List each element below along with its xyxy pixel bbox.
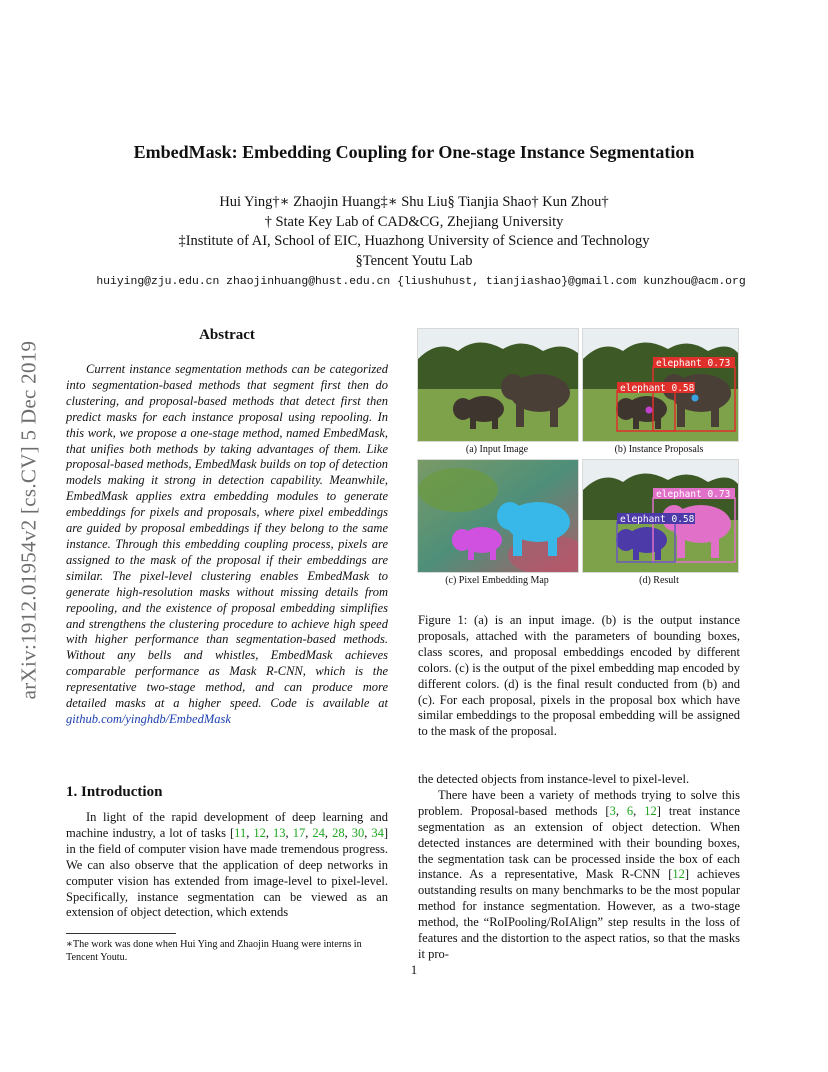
affiliation-2: ‡Institute of AI, School of EIC, Huazhong University of Science and Technology — [178, 233, 650, 249]
page-number: 1 — [410, 963, 418, 977]
abstract-body — [66, 362, 388, 728]
affiliation-3: §Tencent Youtu Lab — [355, 253, 473, 269]
citation[interactable]: 13 — [273, 825, 286, 840]
label-elephant-1: elephant 0.73 — [656, 358, 731, 369]
right-para-0: the detected objects from instance-level to pixel-level. — [418, 772, 690, 786]
footnote-rule — [66, 933, 176, 934]
paper-title: EmbedMask: Embedding Coupling for One-stage Instance Segmentation — [133, 142, 695, 162]
citation[interactable]: 34 — [371, 825, 384, 840]
abstract-heading: Abstract — [199, 327, 255, 343]
citation[interactable]: 3 — [609, 803, 616, 818]
citation[interactable]: 12 — [672, 867, 685, 882]
footnote: ∗The work was done when Hui Ying and Zhaojin Huang were interns in Tencent Youtu. — [66, 939, 362, 963]
figure-panel-result — [582, 459, 739, 573]
label-elephant-1: elephant 0.73 — [656, 489, 731, 500]
right-text-a: There have been a variety of methods trying to solve this problem. Proposal-based methods [ — [418, 787, 740, 818]
affiliation-1: † State Key Lab of CAD&CG, Zhejiang University — [264, 214, 564, 230]
citation[interactable]: 28 — [332, 825, 345, 840]
figure-panel-proposals — [582, 328, 739, 442]
right-text-c: ] achieves outstanding results on many benchmarks to be the most popular method for instance segmentation. However, as a two-stage method, the “RoIPooling/RoIAlign” step results in the loss of features and the distortion to the aspect ratios, so that the masks it pro- — [418, 867, 740, 961]
label-elephant-2: elephant 0.58 — [620, 514, 695, 525]
author-emails: huiying@zju.edu.cn zhaojinhuang@hust.edu.cn {liushuhust, tianjiashao}@gmail.com kunzhou@acm.org — [96, 276, 746, 288]
intro-heading: 1. Introduction — [66, 784, 163, 800]
intro-paragraph: In light of the rapid development of deep learning and machine industry, a lot of tasks [11, 12, 13, 17, 24, 28, 30, 34] in the field of computer vision have made tremendous progress. We can also observe that the application of deep networks in computer vision has extended from image-level to pixel-level. Specifically, instance segmentation can be viewed as an extension of object detection, which extends — [66, 810, 389, 920]
caption-b: (b) Instance Proposals — [614, 444, 704, 455]
author-list: Hui Ying†∗ Zhaojin Huang‡∗ Shu Liu§ Tianjia Shao† Kun Zhou† — [219, 194, 609, 210]
figure-panel-input — [417, 328, 579, 442]
caption-d: (d) Result — [639, 575, 679, 586]
right-para-1: There have been a variety of methods trying to solve this problem. Proposal-based methods [3, 6, 12] treat instance segmentation as an extension of object detection. When detected instances are determined with their bounding boxes, the segmentation task can be processed inside the box of each instance. As a representative, Mask R-CNN [12] achieves outstanding results on many benchmarks to be the most popular method for instance segmentation. However, as a two-stage method, the “RoIPooling/RoIAlign” step results in the loss of features and the distortion to the aspect ratios, so that the masks it pro- — [418, 787, 740, 961]
arxiv-stamp — [18, 290, 40, 750]
citation[interactable]: 12 — [253, 825, 266, 840]
intro-text-a: In light of the rapid development of deep learning and machine industry, a lot of tasks [ — [66, 810, 388, 840]
citation[interactable]: 30 — [351, 825, 365, 840]
right-column-text — [418, 772, 740, 963]
citation[interactable]: 24 — [312, 825, 325, 840]
citation[interactable]: 12 — [644, 803, 657, 818]
code-link[interactable]: github.com/yinghdb/EmbedMask — [66, 711, 231, 726]
citation[interactable]: 11 — [234, 825, 247, 840]
figure-caption: Figure 1: (a) is an input image. (b) is the output instance proposals, attached with the parameters of bounding boxes, class scores, and proposal embeddings encoded by different colors. (c) is the output of the pixel embedding map encoded by different colors. (d) is the final result conducted from (b) and (c). For each proposal, pixels in the proposal box which have similar embeddings to the proposal embedding will be assigned to the mask of the proposal. — [418, 613, 740, 739]
intro-text-b: ] in the field of computer vision have made tremendous progress. We can also observe that the application of deep networks in computer vision has extended from image-level to pixel-level. Specifically, instance segmentation can be viewed as an extension of object detection, which extends — [66, 825, 389, 920]
caption-a: (a) Input Image — [465, 444, 529, 455]
figure-panel-embedding — [417, 459, 579, 573]
citation[interactable]: 17 — [292, 825, 306, 840]
abstract-text: Current instance segmentation methods can be categorized into segmentation-based methods that segment first then do clustering, and proposal-based methods that detect first then predict masks for each instance proposal using repooling. In this work, we propose a one-stage method, named EmbedMask, that unifies both methods by taking advantages of them. Like proposal-based methods, EmbedMask builds on top of detection models making it strong in detection capability. Meanwhile, EmbedMask applies extra embedding modules to generate embeddings for pixels and proposals, where pixel embeddings are guided by proposal embeddings if they belong to the same instance. Through this embedding coupling process, pixels are assigned to the mask of the proposal if their embeddings are similar. The pixel-level clustering enables EmbedMask to generate high-resolution masks without missing details from repooling, and the existence of proposal embedding simplifies and strengthens the clustering procedure to achieve high speed with higher performance than segmentation-based methods. Without any bells and whistles, EmbedMask achieves comparable performance as Mask R-CNN, which is the representative two-stage method, and can produce more detailed masks at a higher speed. Code is available at — [66, 362, 388, 711]
label-elephant-2: elephant 0.58 — [620, 383, 695, 394]
citation[interactable]: 6 — [626, 803, 634, 818]
arxiv-stamp-text: arXiv:1912.01954v2 [cs.CV] 5 Dec 2019 — [16, 340, 41, 700]
right-text-b: ] treat instance segmentation as an extension of object detection. When detected instances are determined with their bounding boxes, the segmentation task can be processed inside the box of each instance. As a representative, Mask R-CNN [ — [418, 803, 740, 882]
caption-c: (c) Pixel Embedding Map — [445, 575, 549, 586]
